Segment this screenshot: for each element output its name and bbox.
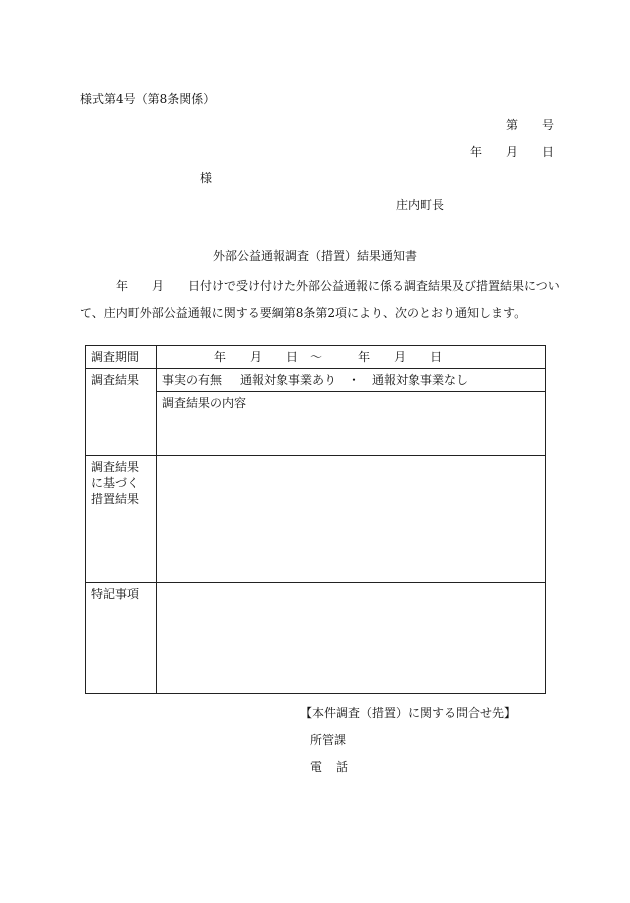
option-yes: 通報対象事業あり <box>240 373 337 387</box>
sender: 庄内町長 <box>396 198 445 212</box>
measures-label-line3: 措置結果 <box>91 492 140 506</box>
date-day: 日 <box>542 145 555 159</box>
notes-content <box>157 583 546 694</box>
date-year: 年 <box>470 145 483 159</box>
result-row <box>86 369 546 392</box>
result-content <box>157 392 546 456</box>
fact-existence <box>157 369 546 392</box>
contact-phone <box>310 761 348 773</box>
document-title: 外部公益通報調査（措置）結果通知書 <box>212 249 417 263</box>
body-line-2: て、庄内町外部公益通報に関する要綱第8条第2項により、次のとおり通知します。 <box>80 306 527 320</box>
measures-content <box>157 456 546 583</box>
period-start-year: 年 <box>214 350 227 364</box>
document-date <box>470 146 554 158</box>
period-end-year: 年 <box>358 350 371 364</box>
result-table <box>85 345 546 694</box>
notes-row <box>86 583 546 694</box>
addressee: 様 <box>200 171 213 185</box>
body-line-1 <box>80 280 560 292</box>
phone-char-2: 話 <box>336 760 349 774</box>
body-month: 月 <box>152 279 165 293</box>
result-label: 調査結果 <box>86 369 157 456</box>
measures-label-line2: に基づく <box>91 476 140 490</box>
measures-label <box>86 456 157 583</box>
phone-char-1: 電 <box>310 760 323 774</box>
period-end-day: 日 <box>430 350 443 364</box>
period-start-month: 月 <box>250 350 263 364</box>
measures-label-line1: 調査結果 <box>91 460 140 474</box>
contact-heading: 【本件調査（措置）に関する問合せ先】 <box>300 706 517 720</box>
date-month: 月 <box>506 145 519 159</box>
notes-label: 特記事項 <box>86 583 157 694</box>
document-number-prefix: 第 <box>506 118 519 132</box>
option-no: 通報対象事業なし <box>372 373 469 387</box>
period-start-day: 日 <box>286 350 299 364</box>
period-value <box>157 346 546 369</box>
body-text-1: 日付けで受け付けた外部公益通報に係る調査結果及び措置結果につい <box>188 279 560 293</box>
document-number <box>506 119 554 131</box>
period-label: 調査期間 <box>86 346 157 369</box>
fact-label: 事実の有無 <box>162 373 223 387</box>
period-tilde: ～ <box>310 350 323 364</box>
form-number: 様式第4号（第8条関係） <box>80 92 216 106</box>
body-year: 年 <box>116 279 129 293</box>
measures-row <box>86 456 546 583</box>
document-number-suffix: 号 <box>542 118 555 132</box>
option-separator: ・ <box>348 373 361 387</box>
period-row <box>86 346 546 369</box>
period-end-month: 月 <box>394 350 407 364</box>
result-content-label: 調査結果の内容 <box>162 396 247 410</box>
contact-department: 所管課 <box>310 733 347 747</box>
